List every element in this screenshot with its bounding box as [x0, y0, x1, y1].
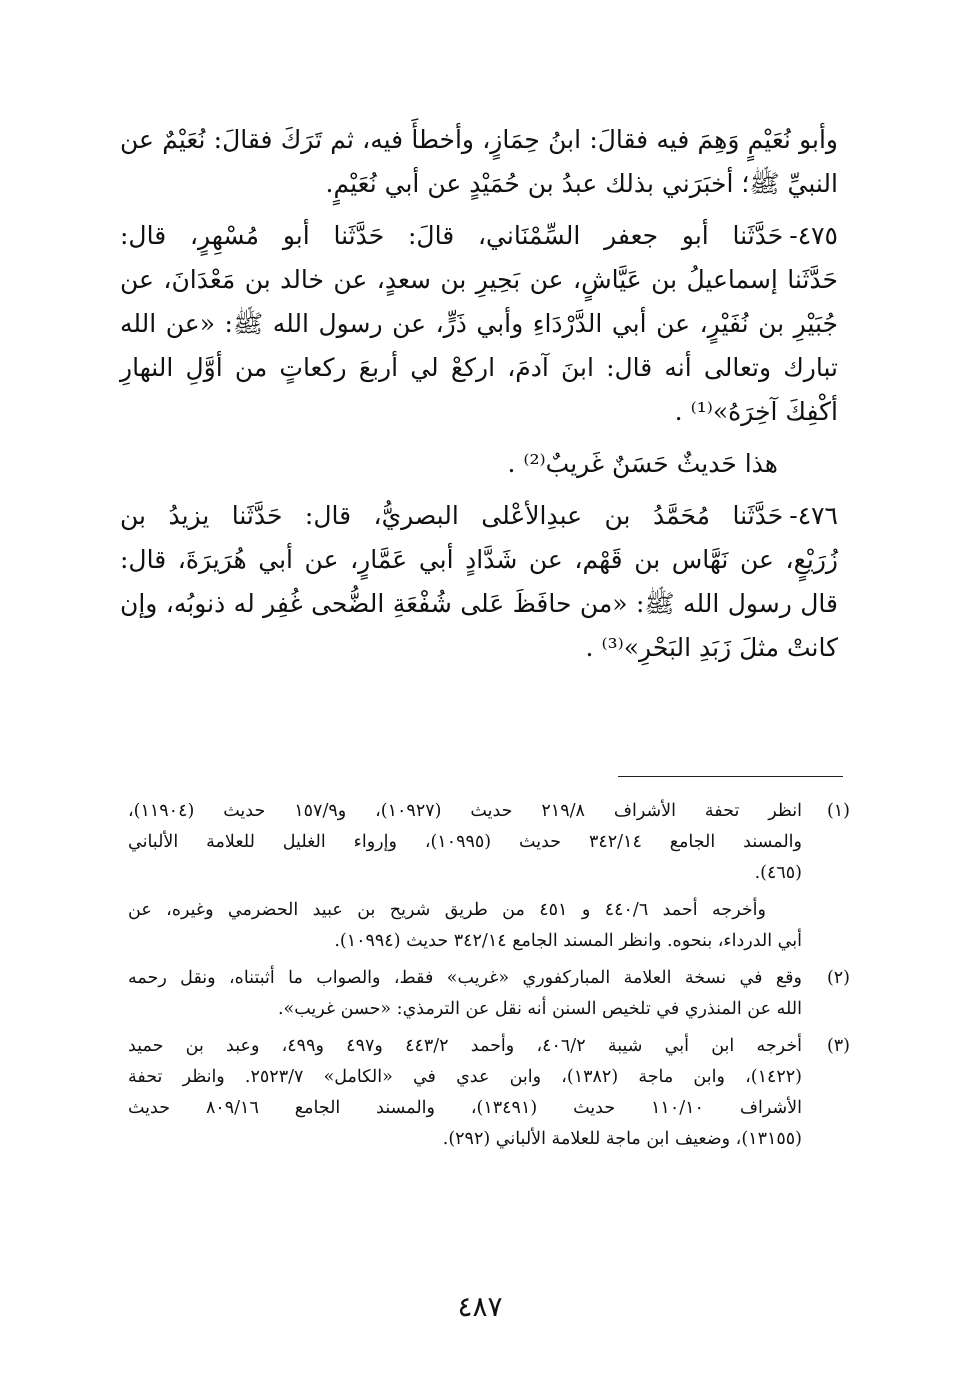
footnote-line: انظر تحفة الأشراف ٢١٩/٨ حديث (١٠٩٢٧)، و١٥٧/٩ حديث (١١٩٠٤)، — [128, 801, 803, 821]
footnote-marker: (١) — [826, 801, 850, 821]
intro-paragraph — [120, 118, 838, 206]
text-line: حَدَّثَنا إسماعيلُ بن عَيَّاشٍ، عن بَحِيرِ بن سعدٍ، عن خالد بن مَعْدَانَ، عن — [120, 265, 838, 294]
text-line: أكْفِكَ آخِرَهُ»⁽¹⁾ . — [674, 397, 838, 426]
footnote-separator — [618, 776, 843, 777]
hadith-476 — [120, 494, 838, 670]
footnote-body — [128, 1031, 802, 1155]
main-text — [120, 118, 838, 678]
footnote-line: أبي الدرداء، بنحوه. وانظر المسند الجامع ٣٤٢/١٤ حديث (١٠٩٩٤). — [334, 931, 802, 951]
footnote-marker: (٢) — [826, 968, 850, 988]
hadith-475 — [120, 214, 838, 434]
hadith-text: حَدَّثَنا أبو جعفر السِّمْنَاني، قالَ: حَدَّثَنا أبو مُسْهِرٍ، قال: — [120, 221, 784, 250]
footnote-body — [128, 963, 802, 1025]
hadith-text: حَدَّثَنا مُحَمَّدُ بن عبدِالأعْلى البصريُّ، قال: حَدَّثَنا يزيدُ بن — [120, 501, 784, 530]
grade-text: هذا حَديثٌ حَسَنٌ غَريبٌ⁽²⁾ . — [507, 449, 778, 478]
page-number: ٤٨٧ — [457, 1290, 503, 1323]
text-line — [120, 214, 838, 258]
text-line: قال رسول الله ﷺ: «من حافَظَ عَلى شُفْعَةِ الضُّحى غُفِر له ذنوبُه، وإن — [120, 589, 838, 618]
footnote-line: الأشراف ١١٠/١٠ حديث (١٣٤٩١)، والمسند الجامع ٨٠٩/١٦ حديث — [128, 1098, 802, 1118]
text-line: زُرَيْعٍ، عن نَهَّاس بن قَهْم، عن شَدَّادٍ أبي عَمَّارٍ، عن أبي هُرَيرَةَ، قال: — [120, 545, 838, 574]
text-line: كانتْ مثلَ زَبَدِ البَحْرِ»⁽³⁾ . — [585, 633, 838, 662]
footnotes — [128, 796, 850, 1161]
hadith-grade — [120, 442, 838, 486]
footnote-line: وأخرجه أحمد ٤٤٠/٦ و ٤٥١ من طريق شريح بن عبيد الحضرمي وغيره، عن — [128, 900, 766, 920]
footnote-line: والمسند الجامع ٣٤٢/١٤ حديث (١٠٩٩٥)، وإرواء الغليل للعلامة الألباني — [128, 832, 802, 852]
footnote-line: (١٣١٥٥)، وضعيف ابن ماجة للعلامة الألباني (٢٩٢). — [442, 1129, 802, 1149]
footnote-line: (١٤٢٢)، وابن ماجة (١٣٨٢)، وابن عدي في «الكامل» ٢٥٢٣/٧. وانظر تحفة — [128, 1067, 802, 1087]
footnote-line: (٤٦٥). — [754, 863, 802, 883]
hadith-number: ٤٧٦- — [789, 501, 838, 530]
text-line: تبارك وتعالى أنه قال: ابنَ آدمَ، اركعْ لي أربعَ ركعاتٍ من أوَّلِ النهارِ — [120, 353, 838, 382]
text-line: جُبَيْرِ بن نُفَيْرٍ، عن أبي الدَّرْدَاءِ وأبي ذَرٍّ، عن رسول الله ﷺ: «عن الله — [120, 309, 838, 338]
text-line: وأبو نُعَيْمٍ وَهِمَ فيه فقالَ: ابنُ حِمَازٍ، وأخطأَ فيه، ثم تَرَكَ فقالَ: نُعَيْمٌ عن — [120, 125, 838, 154]
text-line: النبيِّ ﷺ؛ أخبَرَني بذلك عبدُ بن حُمَيْدٍ عن أبي نُعَيْمٍ. — [325, 169, 838, 198]
footnote-1 — [128, 796, 850, 889]
footnote-line: أخرجه ابن أبي شيبة ٤٠٦/٢، وأحمد ٤٤٣/٢ و٤٩٧ و٤٩٩، وعبد بن حميد — [128, 1036, 803, 1056]
footnote-2 — [128, 963, 850, 1025]
hadith-number: ٤٧٥- — [789, 221, 838, 250]
footnote-1-continuation — [128, 895, 850, 957]
footnote-marker: (٣) — [826, 1036, 850, 1056]
footnote-body — [128, 796, 802, 889]
footnote-line: الله عن المنذري في تلخيص السنن أنه نقل عن الترمذي: «حسن غريب». — [277, 999, 802, 1019]
text-line — [120, 494, 838, 538]
footnote-3 — [128, 1031, 850, 1155]
footnote-line: وقع في نسخة العلامة المباركفوري «غريب» فقط، والصواب ما أثبتناه، ونقل رحمه — [128, 968, 802, 988]
